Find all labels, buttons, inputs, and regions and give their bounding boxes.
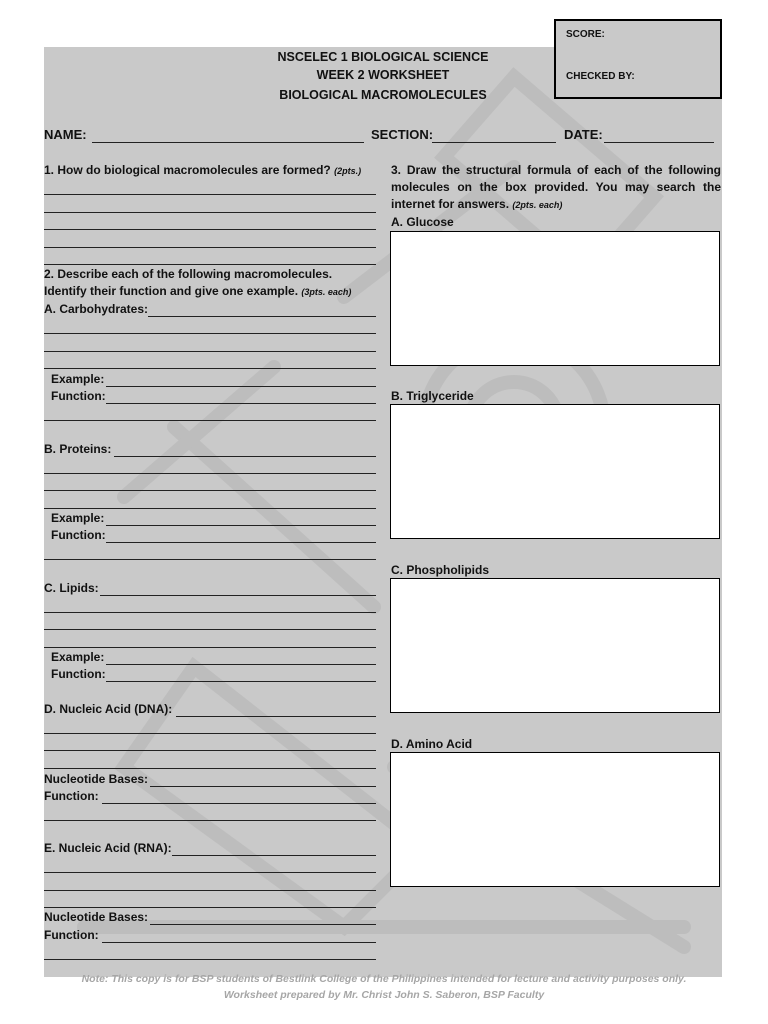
score-box [554, 19, 722, 99]
section-field[interactable] [432, 142, 556, 143]
week-title: WEEK 2 WORKSHEET [316, 68, 450, 82]
answer-line[interactable] [44, 959, 376, 960]
nucleotide-bases-label: Nucleotide Bases: [44, 910, 149, 924]
amino-acid-drawing-box[interactable] [390, 752, 720, 887]
question-3-text: 3. Draw the structural formula of each of the following molecules on the box provided. You may search the internet for answers. [391, 163, 721, 211]
function-label: Function: [51, 528, 106, 542]
answer-line[interactable] [106, 664, 376, 665]
answer-line[interactable] [44, 559, 376, 560]
answer-line[interactable] [44, 890, 376, 891]
answer-line[interactable] [106, 403, 376, 404]
question-2 [44, 266, 378, 301]
nucleotide-bases-label: Nucleotide Bases: [44, 772, 149, 786]
answer-line[interactable] [148, 316, 376, 317]
date-label: DATE: [564, 127, 603, 142]
footer-note: Note: This copy is for BSP students of Bestlink College of the Philippines intended for lecture and activity purposes only. [81, 973, 687, 985]
answer-line[interactable] [106, 525, 376, 526]
answer-line[interactable] [44, 473, 376, 474]
answer-line[interactable] [44, 229, 376, 230]
name-label: NAME: [44, 127, 87, 142]
lipids-label: C. Lipids: [44, 581, 99, 595]
answer-line[interactable] [44, 351, 376, 352]
answer-line[interactable] [44, 247, 376, 248]
question-1 [44, 163, 361, 177]
question-2-text: 2. Describe each of the following macromolecules. Identify their function and give one example. [44, 267, 333, 298]
answer-line[interactable] [44, 612, 376, 613]
phospholipids-drawing-box[interactable] [390, 578, 720, 713]
worksheet-title: BIOLOGICAL MACROMOLECULES [279, 88, 487, 102]
function-label: Function: [44, 928, 99, 942]
name-field[interactable] [92, 142, 364, 143]
question-3 [391, 162, 721, 214]
answer-line[interactable] [44, 733, 376, 734]
checked-by-label: CHECKED BY: [566, 71, 635, 82]
triglyceride-label: B. Triglyceride [391, 389, 474, 403]
answer-line[interactable] [44, 420, 376, 421]
answer-line[interactable] [44, 508, 376, 509]
question-2-points: (3pts. each) [301, 287, 352, 297]
answer-line[interactable] [44, 212, 376, 213]
answer-line[interactable] [44, 490, 376, 491]
course-title: NSCELEC 1 BIOLOGICAL SCIENCE [277, 50, 489, 64]
example-label: Example: [51, 511, 105, 525]
answer-line[interactable] [100, 595, 376, 596]
answer-line[interactable] [44, 194, 376, 195]
rna-label: E. Nucleic Acid (RNA): [44, 841, 172, 855]
score-label: SCORE: [566, 29, 605, 40]
answer-line[interactable] [44, 629, 376, 630]
carbohydrates-label: A. Carbohydrates: [44, 302, 149, 316]
answer-line[interactable] [150, 924, 376, 925]
answer-line[interactable] [44, 768, 376, 769]
example-label: Example: [51, 650, 105, 664]
answer-line[interactable] [44, 264, 376, 265]
section-label: SECTION: [371, 127, 434, 142]
answer-line[interactable] [106, 542, 376, 543]
amino-acid-label: D. Amino Acid [391, 737, 473, 751]
answer-line[interactable] [102, 803, 376, 804]
example-label: Example: [51, 372, 105, 386]
answer-line[interactable] [44, 333, 376, 334]
function-label: Function: [51, 667, 106, 681]
answer-line[interactable] [106, 386, 376, 387]
answer-line[interactable] [106, 681, 376, 682]
question-3-points: (2pts. each) [512, 200, 563, 210]
answer-line[interactable] [44, 750, 376, 751]
answer-line[interactable] [150, 786, 376, 787]
phospholipids-label: C. Phospholipids [391, 563, 489, 577]
answer-line[interactable] [102, 942, 376, 943]
answer-line[interactable] [176, 716, 376, 717]
glucose-drawing-box[interactable] [390, 231, 720, 366]
answer-line[interactable] [44, 872, 376, 873]
answer-line[interactable] [44, 820, 376, 821]
triglyceride-drawing-box[interactable] [390, 404, 720, 539]
function-label: Function: [44, 789, 99, 803]
answer-line[interactable] [44, 907, 376, 908]
proteins-label: B. Proteins: [44, 442, 112, 456]
glucose-label: A. Glucose [391, 215, 454, 229]
question-1-points: (2pts.) [334, 166, 362, 176]
dna-label: D. Nucleic Acid (DNA): [44, 702, 173, 716]
question-1-text: 1. How do biological macromolecules are formed? [44, 163, 331, 177]
answer-line[interactable] [44, 647, 376, 648]
answer-line[interactable] [114, 456, 376, 457]
function-label: Function: [51, 389, 106, 403]
answer-line[interactable] [44, 368, 376, 369]
answer-line[interactable] [172, 855, 376, 856]
date-field[interactable] [604, 142, 714, 143]
footer-credit: Worksheet prepared by Mr. Christ John S. Saberon, BSP Faculty [223, 989, 545, 1001]
